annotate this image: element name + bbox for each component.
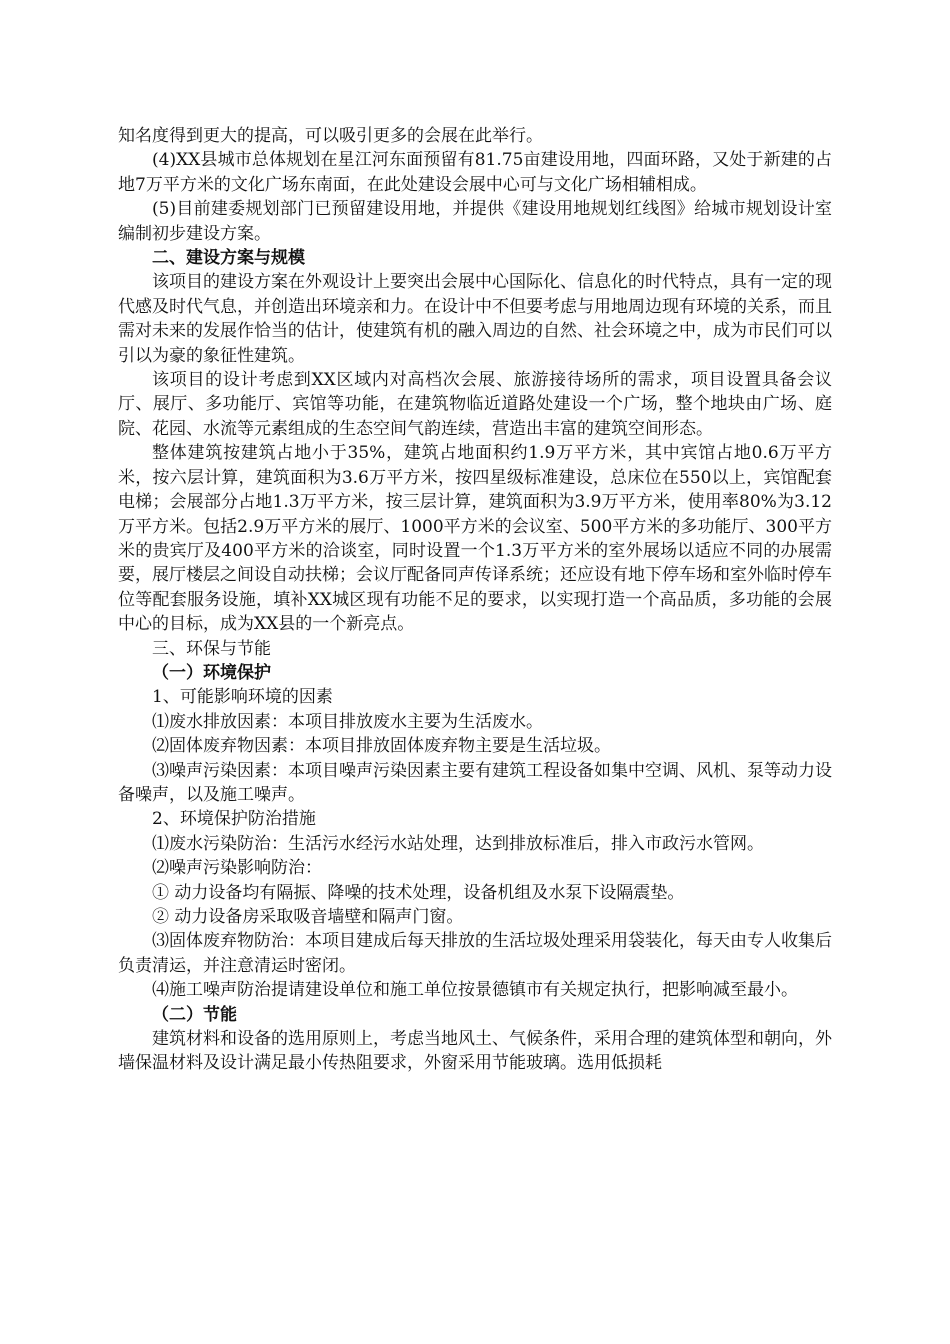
list-item: ⑵噪声污染影响防治： [152,858,322,879]
section-heading: 二、建设方案与规模 [152,248,305,269]
list-item: ⑴废水污染防治：生活污水经污水站处理，达到排放标准后，排入市政污水管网。 [152,833,764,854]
paragraph: 该项目的建设方案在外观设计上要突出会展中心国际化、信息化的时代特点，具有一定的现代感及时代气息，并创造出环境亲和力。在设计中不但要考虑与用地周边现有环境的关系，而且需对未来的发展作恰当的估计，使建筑有机的融入周边的自然、社会环境之中，成为市民们可以引以为豪的象征性建筑。 [118,272,832,366]
list-item: ② 动力设备房采取吸音墙壁和隔声门窗。 [152,907,464,927]
section-heading: 三、环保与节能 [152,638,271,659]
list-item: ⑷施工噪声防治提请建设单位和施工单位按景德镇市有关规定执行，把影响减至最小。 [152,980,798,1001]
list-item: ⑵固体废弃物因素：本项目排放固体废弃物主要是生活垃圾。 [152,736,611,757]
paragraph: (5)目前建委规划部门已预留建设用地，并提供《建设用地规划红线图》给城市规划设计室编制初步建设方案。 [118,199,832,244]
list-heading: 1、可能影响环境的因素 [152,687,333,708]
paragraph: (4)XX县城市总体规划在星江河东面预留有81.75亩建设用地，四面环路，又处于新建的占地7万平方米的文化广场东南面，在此处建设会展中心可与文化广场相辅相成。 [118,150,832,195]
list-item: ① 动力设备均有隔振、降噪的技术处理，设备机组及水泵下设隔震垫。 [152,882,685,903]
subsection-heading: （二）节能 [152,1004,237,1025]
paragraph: 建筑材料和设备的选用原则上，考虑当地风土、气候条件，采用合理的建筑体型和朝向，外墙保温材料及设计满足最小传热阻要求，外窗采用节能玻璃。选用低损耗 [118,1029,832,1074]
list-item: ⑴废水排放因素：本项目排放废水主要为生活废水。 [152,711,543,732]
document-page [118,124,832,1076]
list-item: ⑶噪声污染因素：本项目噪声污染因素主要有建筑工程设备如集中空调、风机、泵等动力设备噪声，以及施工噪声。 [118,760,832,805]
list-heading: 2、环境保护防治措施 [152,809,316,830]
paragraph: 整体建筑按建筑占地小于35%，建筑占地面积约1.9万平方米，其中宾馆占地0.6万平方米，按六层计算，建筑面积为3.6万平方米，按四星级标准建设，总床位在550以上，宾馆配套电梯；会展部分占地1.3万平方米，按三层计算，建筑面积为3.9万平方米，使用率80%为3.12万平方米。包括2.9万平方米的展厅、1000平方米的会议室、500平方米的多功能厅、300平方米的贵宾厅及400平方米的洽谈室，同时设置一个1.3万平方米的室外展场以适应不同的办展需要，展厅楼层之间设自动扶梯；会议厅配备同声传译系统；还应设有地下停车场和室外临时停车位等配套服务设施，填补XX城区现有功能不足的要求，以实现打造一个高品质，多功能的会展中心的目标，成为XX县的一个新亮点。 [118,443,832,635]
list-item: ⑶固体废弃物防治：本项目建成后每天排放的生活垃圾处理采用袋装化，每天由专人收集后负责清运，并注意清运时密闭。 [118,931,832,976]
paragraph: 知名度得到更大的提高，可以吸引更多的会展在此举行。 [118,126,543,146]
subsection-heading: （一）环境保护 [152,662,271,683]
paragraph: 该项目的设计考虑到XX区域内对高档次会展、旅游接待场所的需求，项目设置具备会议厅、展厅、多功能厅、宾馆等功能，在建筑物临近道路处建设一个广场，整个地块由广场、庭院、花园、水流等元素组成的生态空间气韵连续，营造出丰富的建筑空间形态。 [118,370,832,439]
